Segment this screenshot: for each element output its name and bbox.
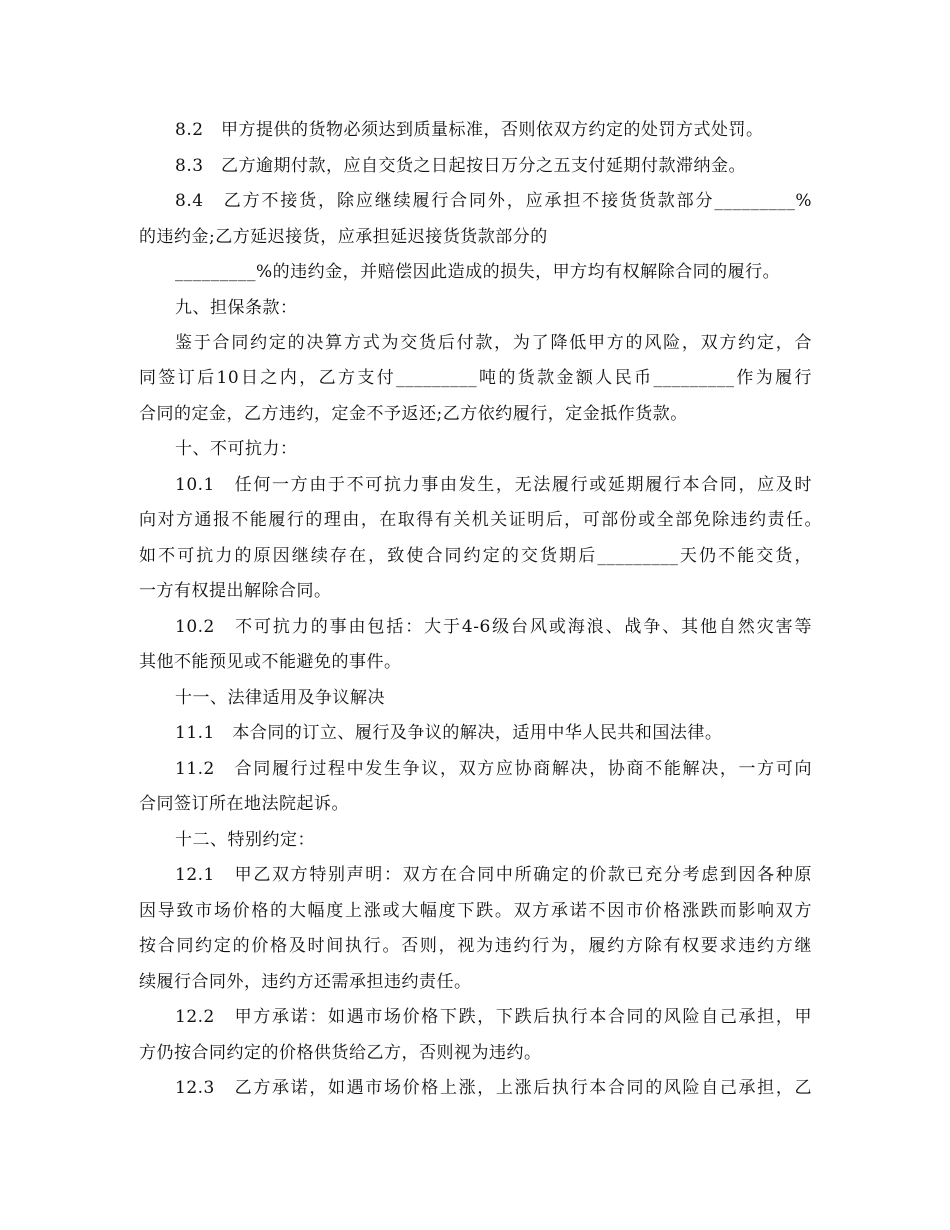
clause-12-3-line-1: 12.3 乙方承诺，如遇市场价格上涨，上涨后执行本合同的风险自己承担，乙 [175, 1078, 812, 1098]
clause-10-1-line-2: 向对方通报不能履行的理由，在取得有关机关证明后，可部份或全部免除违约责任。 [139, 510, 822, 530]
clause-8-3: 8.3 乙方逾期付款，应自交货之日起按日万分之五支付延期付款滞纳金。 [175, 156, 747, 176]
clause-12-1-line-1: 12.1 甲乙双方特别声明：双方在合同中所确定的价款已充分考虑到因各种原 [175, 865, 812, 885]
section-9-line-3: 合同的定金，乙方违约，定金不予返还;乙方依约履行，定金抵作货款。 [139, 404, 688, 424]
section-10-heading: 十、不可抗力： [175, 439, 298, 459]
section-9-heading: 九、担保条款： [175, 298, 298, 318]
clause-10-2-line-2: 其他不能预见或不能避免的事件。 [139, 652, 402, 672]
section-11-heading: 十一、法律适用及争议解决 [175, 688, 385, 708]
clause-10-1-line-1: 10.1 任何一方由于不可抗力事由发生，无法履行或延期履行本合同，应及时 [175, 475, 812, 495]
clause-12-2-line-2: 方仍按合同约定的价格供货给乙方，否则视为违约。 [139, 1043, 542, 1063]
clause-12-2-line-1: 12.2 甲方承诺：如遇市场价格下跌，下跌后执行本合同的风险自己承担，甲 [175, 1007, 812, 1027]
clause-8-4-line-3: _________%的违约金，并赔偿因此造成的损失，甲方均有权解除合同的履行。 [175, 262, 781, 282]
clause-10-2-line-1: 10.2 不可抗力的事由包括：大于4-6级台风或海浪、战争、其他自然灾害等 [175, 617, 812, 637]
clause-8-2: 8.2 甲方提供的货物必须达到质量标准，否则依双方约定的处罚方式处罚。 [175, 120, 764, 140]
clause-11-2-line-2: 合同签订所在地法院起诉。 [139, 794, 349, 814]
clause-8-4-line-2: 的违约金;乙方延迟接货，应承担延迟接货货款部分的 [139, 227, 548, 247]
clause-11-1: 11.1 本合同的订立、履行及争议的解决，适用中华人民共和国法律。 [175, 723, 723, 743]
clause-12-1-line-3: 按合同约定的价格及时间执行。否则，视为违约行为，履约方除有权要求违约方继 [139, 936, 812, 956]
clause-10-1-line-4: 一方有权提出解除合同。 [139, 581, 332, 601]
section-12-heading: 十二、特别约定： [175, 830, 315, 850]
clause-10-1-line-3: 如不可抗力的原因继续存在，致使合同约定的交货期后_________天仍不能交货， [139, 546, 812, 566]
clause-12-1-line-2: 因导致市场价格的大幅度上涨或大幅度下跌。双方承诺不因市价格涨跌而影响双方 [139, 901, 812, 921]
section-9-line-1: 鉴于合同约定的决算方式为交货后付款，为了降低甲方的风险，双方约定，合 [175, 333, 812, 353]
section-9-line-2: 同签订后10日之内，乙方支付_________吨的货款金额人民币_________作为履行 [139, 368, 812, 388]
clause-12-1-line-4: 续履行合同外，违约方还需承担违约责任。 [139, 972, 472, 992]
clause-11-2-line-1: 11.2 合同履行过程中发生争议，双方应协商解决，协商不能解决，一方可向 [175, 759, 812, 779]
clause-8-4-line-1: 8.4 乙方不接货，除应继续履行合同外，应承担不接货货款部分_________% [175, 191, 812, 211]
